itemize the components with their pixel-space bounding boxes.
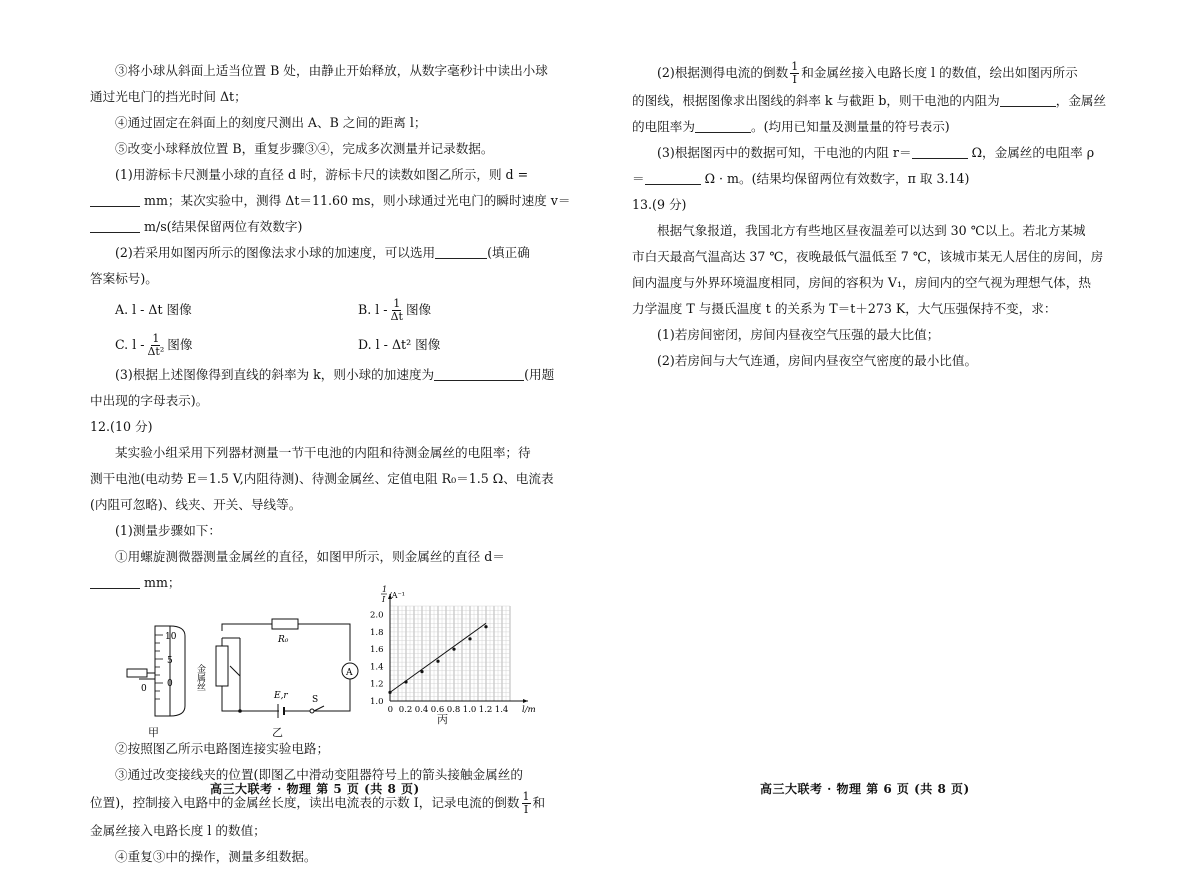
svg-text:5: 5 <box>167 656 173 666</box>
micrometer-figure <box>125 621 195 721</box>
option-b: B. l - $\frac{1}{\Delta t}$ 图像 <box>358 297 432 323</box>
q13-text-4: 力学温度 T 与摄氏温度 t 的关系为 T＝t＋273 K，大气压强保持不变，求： <box>632 301 1057 316</box>
line-chart <box>350 581 550 721</box>
q11-2-line2: 答案标号)。 <box>90 271 158 286</box>
y-axis-label-den: I <box>382 595 386 604</box>
left-column <box>90 58 580 870</box>
q12-intro-2: 测干电池(电动势 E＝1.5 V,内阻待测)、待测金属丝、定值电阻 R₀＝1.5 Ω、电流表 <box>90 471 554 486</box>
q12-intro-1: 某实验小组采用下列器材测量一节干电池的内阻和待测金属丝的电阻率；待 <box>115 445 531 460</box>
q13-title: 13.(9 分) <box>632 197 687 212</box>
q11-3-line1: (3)根据上述图像得到直线的斜率为 k，则小球的加速度为 (用题 <box>115 367 555 382</box>
q12-intro-3: (内阻可忽略)、线夹、开关、导线等。 <box>90 497 302 512</box>
answer-blank <box>435 244 487 259</box>
answer-blank <box>912 144 968 159</box>
answer-blank <box>90 574 140 589</box>
q12-title: 12.(10 分) <box>90 419 153 434</box>
data-point <box>484 625 487 628</box>
answer-blank <box>645 170 701 185</box>
q13-text-3: 间内温度与外界环境温度相同，房间的容积为 V₁，房间内的空气视为理想气体，热 <box>632 275 1091 290</box>
x-tick-label: 0.2 <box>398 705 413 715</box>
q12-2-line2: 的图线，根据图像求出图线的斜率 k 与截距 b，则干电池的内阻为 ，金属丝 <box>632 93 1107 108</box>
answer-blank <box>90 218 140 233</box>
right-column <box>632 58 1122 374</box>
step-3: ③将小球从斜面上适当位置 B 处，由静止开始释放，从数字毫秒计中读出小球 <box>115 63 548 78</box>
q12-3-line1: (3)根据图丙中的数据可知，干电池的内阻 r＝ Ω，金属丝的电阻率 ρ <box>657 145 1095 160</box>
data-point <box>436 660 439 663</box>
svg-text:S: S <box>312 695 319 705</box>
answer-blank <box>1000 92 1056 107</box>
q11-1-line3: m/s(结果保留两位有效数字) <box>90 214 580 240</box>
x-tick-label: 1.4 <box>494 705 509 715</box>
svg-text:A: A <box>346 668 353 678</box>
data-point <box>452 648 455 651</box>
data-point <box>404 680 407 683</box>
q12-2-line3: 的电阻率为 。(均用已知量及测量量的符号表示) <box>632 119 950 134</box>
q12-step-2: ②按照图乙所示电路图连接实验电路； <box>115 741 330 756</box>
options-row-2 <box>90 327 580 362</box>
answer-blank <box>90 192 140 207</box>
options-row-1 <box>90 292 580 327</box>
option-d: D. l - Δt² 图像 <box>358 337 441 352</box>
y-tick-label: 1.8 <box>370 627 384 638</box>
y-tick-label: 1.6 <box>370 645 384 656</box>
fig-label-yi: 乙 <box>272 726 283 739</box>
y-tick-label: 1.4 <box>370 662 384 673</box>
data-point <box>388 691 391 694</box>
figures-row <box>90 585 580 739</box>
circuit-figure <box>195 616 360 726</box>
fig-label-jia: 甲 <box>148 726 159 739</box>
svg-text:10: 10 <box>165 632 177 642</box>
x-tick-label: 0.8 <box>446 705 461 715</box>
step-4: ④通过固定在斜面上的刻度尺测出 A、B 之间的距离 l； <box>115 115 427 130</box>
q12-step-3-line3: 金属丝接入电路长度 l 的数值； <box>90 823 266 838</box>
y-axis-label-num: 1 <box>382 585 388 594</box>
q12-step-3-line2: 位置)，控制接入电路中的金属丝长度，读出电流表的示数 I，记录电流的倒数 $\frac{1}{I}$ 和 <box>90 790 546 816</box>
footer-page-5: 高三大联考 · 物理 第 5 页 (共 8 页) <box>210 782 420 796</box>
x-axis-arrow <box>523 699 528 703</box>
q11-1-line1: (1)用游标卡尺测量小球的直径 d 时，游标卡尺的读数如图乙所示，则 d = <box>115 167 529 182</box>
q13-sub-1: (1)若房间密闭，房间内昼夜空气压强的最大比值； <box>657 327 940 342</box>
y-tick-label: 1.2 <box>370 679 384 690</box>
q12-step-4: ④重复③中的操作，测量多组数据。 <box>115 849 317 864</box>
answer-blank <box>695 118 751 133</box>
q12-step-1: ①用螺旋测微器测量金属丝的直径，如图甲所示，则金属丝的直径 d＝ <box>115 549 505 564</box>
q13-text-1: 根据气象报道，我国北方有些地区昼夜温差可以达到 30 ℃以上。若北方某城 <box>657 223 1086 238</box>
y-tick-label: 2.0 <box>370 610 384 621</box>
option-c: C. l - $\frac{1}{\text{Δt²}}$ 图像 <box>115 332 193 358</box>
step-3-cont: 通过光电门的挡光时间 Δt； <box>90 89 247 104</box>
answer-blank <box>434 366 524 381</box>
y-axis-label-unit: /A⁻¹ <box>389 591 405 600</box>
x-tick-label: 0 <box>387 705 394 715</box>
x-tick-label: 1.2 <box>478 705 493 715</box>
x-axis-label: l/m <box>522 705 536 715</box>
step-5: ⑤改变小球释放位置 B，重复步骤③④，完成多次测量并记录数据。 <box>115 141 494 156</box>
x-tick-label: 1.0 <box>462 705 477 715</box>
q11-3-line2: 中出现的字母表示)。 <box>90 393 209 408</box>
q12-3-line2: ＝ Ω · m。(结果均保留两位有效数字，π 取 3.14) <box>632 171 970 186</box>
svg-text:E,r: E,r <box>274 691 288 701</box>
q12-step-1-cont: mm； <box>90 570 580 596</box>
svg-text:金属丝: 金属丝 <box>195 664 205 691</box>
q13-text-2: 市白天最高气温高达 37 ℃，夜晚最低气温低至 7 ℃，该城市某无人居住的房间，房 <box>632 249 1104 264</box>
q12-2-line1: (2)根据测得电流的倒数 $\frac{1}{I}$ 和金属丝接入电路长度 l 的数值，绘出如图丙所示 <box>657 60 1078 86</box>
svg-text:0: 0 <box>167 679 173 689</box>
q13-sub-2: (2)若房间与大气连通，房间内昼夜空气密度的最小比值。 <box>657 353 978 368</box>
x-tick-label: 0.6 <box>430 705 445 715</box>
svg-text:0: 0 <box>141 684 147 694</box>
svg-text:R₀: R₀ <box>278 635 289 645</box>
q12-step-3-line1: ③通过改变接线夹的位置(即图乙中滑动变阻器符号上的箭头接触金属丝的 <box>115 767 523 782</box>
y-tick-label: 1.0 <box>370 697 384 707</box>
q12-steps-head: (1)测量步骤如下： <box>115 523 221 538</box>
x-tick-label: 0.4 <box>414 705 429 715</box>
q11-2-line1: (2)若采用如图丙所示的图像法求小球的加速度，可以选用 (填正确 <box>115 245 530 260</box>
footer-page-6: 高三大联考 · 物理 第 6 页 (共 8 页) <box>760 782 970 796</box>
data-point <box>468 637 471 640</box>
fig-label-bing: 丙 <box>437 713 448 726</box>
data-point <box>420 670 423 673</box>
q11-1-line2: mm；某次实验中，测得 Δt＝11.60 ms，则小球通过光电门的瞬时速度 v＝ <box>90 188 580 214</box>
option-a: A. l - Δt 图像 <box>115 302 192 317</box>
